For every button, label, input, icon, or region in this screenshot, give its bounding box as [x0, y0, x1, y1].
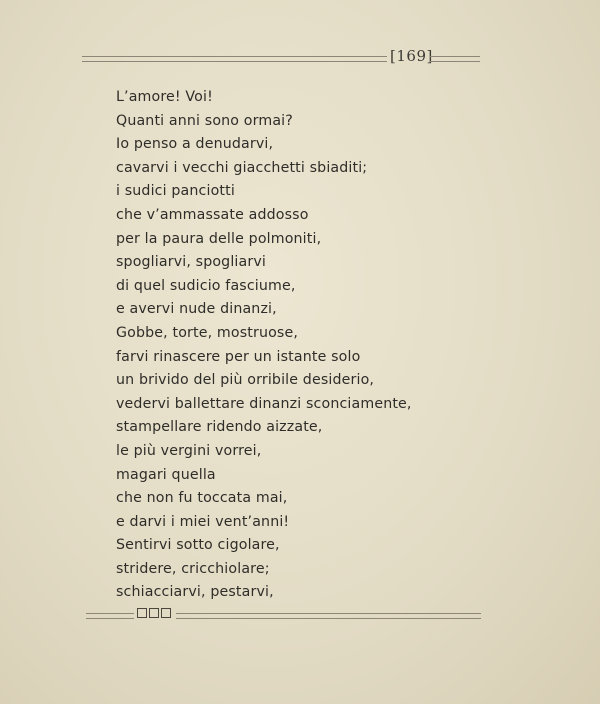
- poem-line: stampellare ridendo aizzate,: [116, 419, 323, 436]
- poem-line: vedervi ballettare dinanzi sconciamente,: [116, 395, 412, 412]
- poem-line: un brivido del più orribile desiderio,: [116, 372, 375, 389]
- poem-line: le più vergini vorrei,: [116, 442, 262, 459]
- poem-line: Gobbe, torte, mostruose,: [116, 324, 299, 341]
- poem-line: Io penso a denudarvi,: [116, 136, 274, 153]
- ornament-square: [137, 608, 147, 618]
- ornament-square: [149, 608, 159, 618]
- header-rule-right: [430, 56, 480, 62]
- poem-line: farvi rinascere per un istante solo: [116, 348, 361, 365]
- poem-line: e darvi i miei vent’anni!: [116, 513, 290, 530]
- ornament-square: [161, 608, 171, 618]
- header-rule-left: [82, 56, 387, 62]
- footer-rule-left: [86, 613, 134, 619]
- poem-line: che v’ammassate addosso: [116, 206, 309, 223]
- poem-line: Quanti anni sono ormai?: [116, 112, 293, 129]
- page-number: [169]: [390, 47, 433, 65]
- poem-line: cavarvi i vecchi giacchetti sbiaditi;: [116, 159, 368, 176]
- poem-line: L’amore! Voi!: [116, 89, 213, 105]
- poem-line: i sudici panciotti: [116, 183, 235, 200]
- poem-line: schiacciarvi, pestarvi,: [116, 584, 274, 601]
- poem-line: stridere, cricchiolare;: [116, 560, 270, 577]
- poem-line: per la paura delle polmoniti,: [116, 230, 322, 247]
- poem-line: che non fu toccata mai,: [116, 490, 288, 507]
- poem-line: magari quella: [116, 466, 216, 483]
- footer-rule-right: [176, 613, 481, 619]
- poem-line: di quel sudicio fasciume,: [116, 277, 296, 294]
- poem-line: spogliarvi, spogliarvi: [116, 254, 266, 271]
- poem-line: e avervi nude dinanzi,: [116, 301, 277, 318]
- poem-text: [116, 86, 496, 605]
- poem-line: Sentirvi sotto cigolare,: [116, 537, 280, 554]
- three-squares-ornament-icon: [137, 608, 171, 618]
